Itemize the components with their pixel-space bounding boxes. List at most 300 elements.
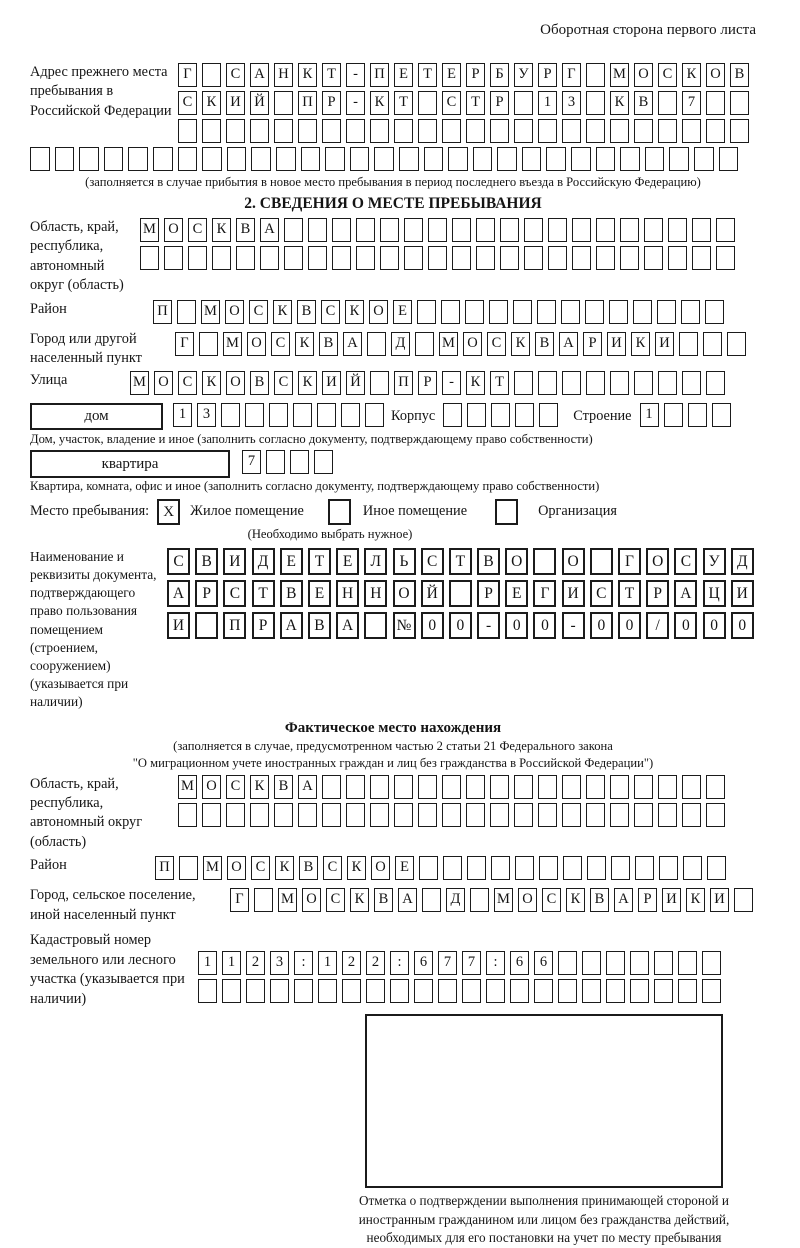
char-box[interactable]: 1	[173, 403, 192, 427]
char-box[interactable]	[346, 775, 365, 799]
char-box[interactable]: Е	[308, 580, 331, 607]
char-box[interactable]	[497, 147, 517, 171]
char-box[interactable]	[298, 803, 317, 827]
char-box[interactable]: П	[155, 856, 174, 880]
char-box[interactable]: В	[250, 371, 269, 395]
char-box[interactable]	[537, 300, 556, 324]
char-box[interactable]: 0	[449, 612, 472, 639]
char-box[interactable]: Й	[421, 580, 444, 607]
char-box[interactable]	[202, 803, 221, 827]
char-box[interactable]	[227, 147, 247, 171]
char-box[interactable]: 7	[242, 450, 261, 474]
char-box[interactable]	[596, 218, 615, 242]
char-box[interactable]: С	[658, 63, 677, 87]
char-box[interactable]	[448, 147, 468, 171]
char-box[interactable]: С	[167, 548, 190, 575]
char-box[interactable]	[610, 775, 629, 799]
char-box[interactable]	[562, 371, 581, 395]
char-box[interactable]	[510, 979, 529, 1003]
char-box[interactable]	[678, 979, 697, 1003]
char-box[interactable]	[606, 951, 625, 975]
char-box[interactable]: 2	[342, 951, 361, 975]
char-box[interactable]	[226, 119, 245, 143]
char-box[interactable]: О	[706, 63, 725, 87]
char-box[interactable]: Р	[490, 91, 509, 115]
char-box[interactable]: П	[370, 63, 389, 87]
char-box[interactable]: Н	[274, 63, 293, 87]
char-box[interactable]	[298, 119, 317, 143]
char-box[interactable]: 3	[270, 951, 289, 975]
house-type-box[interactable]: дом	[30, 403, 163, 430]
char-box[interactable]: В	[274, 775, 293, 799]
char-box[interactable]: К	[511, 332, 530, 356]
char-box[interactable]: С	[442, 91, 461, 115]
char-box[interactable]: 6	[414, 951, 433, 975]
char-box[interactable]	[276, 147, 296, 171]
char-box[interactable]	[462, 979, 481, 1003]
char-box[interactable]	[534, 979, 553, 1003]
char-box[interactable]	[179, 856, 198, 880]
char-box[interactable]: К	[295, 332, 314, 356]
char-box[interactable]	[443, 403, 462, 427]
char-box[interactable]	[634, 803, 653, 827]
char-box[interactable]	[380, 218, 399, 242]
char-box[interactable]: С	[249, 300, 268, 324]
char-box[interactable]: С	[251, 856, 270, 880]
char-box[interactable]: -	[346, 91, 365, 115]
char-box[interactable]: Г	[533, 580, 556, 607]
char-box[interactable]	[490, 803, 509, 827]
char-box[interactable]	[586, 63, 605, 87]
char-box[interactable]: О	[202, 775, 221, 799]
char-box[interactable]: Т	[252, 580, 275, 607]
char-box[interactable]: Д	[252, 548, 275, 575]
char-box[interactable]: Т	[449, 548, 472, 575]
char-box[interactable]: С	[178, 91, 197, 115]
char-box[interactable]	[79, 147, 99, 171]
char-box[interactable]: К	[631, 332, 650, 356]
char-box[interactable]: Т	[418, 63, 437, 87]
char-box[interactable]	[365, 403, 384, 427]
char-box[interactable]	[514, 119, 533, 143]
char-box[interactable]	[572, 246, 591, 270]
char-box[interactable]	[419, 856, 438, 880]
char-box[interactable]	[572, 218, 591, 242]
char-box[interactable]	[202, 63, 221, 87]
char-box[interactable]: 7	[682, 91, 701, 115]
char-box[interactable]	[571, 147, 591, 171]
char-box[interactable]	[394, 803, 413, 827]
char-box[interactable]: К	[686, 888, 705, 912]
char-box[interactable]	[538, 775, 557, 799]
char-box[interactable]	[428, 218, 447, 242]
char-box[interactable]	[630, 979, 649, 1003]
char-box[interactable]	[404, 218, 423, 242]
char-box[interactable]: О	[227, 856, 246, 880]
char-box[interactable]	[681, 300, 700, 324]
char-box[interactable]	[706, 803, 725, 827]
char-box[interactable]	[380, 246, 399, 270]
char-box[interactable]	[438, 979, 457, 1003]
char-box[interactable]	[513, 300, 532, 324]
char-box[interactable]: Е	[442, 63, 461, 87]
char-box[interactable]: Г	[618, 548, 641, 575]
char-box[interactable]	[236, 246, 255, 270]
char-box[interactable]	[644, 246, 663, 270]
char-box[interactable]: Р	[322, 91, 341, 115]
char-box[interactable]	[561, 300, 580, 324]
char-box[interactable]: А	[614, 888, 633, 912]
char-box[interactable]: Е	[393, 300, 412, 324]
char-box[interactable]	[668, 246, 687, 270]
char-box[interactable]: О	[634, 63, 653, 87]
char-box[interactable]	[705, 300, 724, 324]
char-box[interactable]	[609, 300, 628, 324]
char-box[interactable]	[226, 803, 245, 827]
char-box[interactable]: С	[487, 332, 506, 356]
char-box[interactable]	[586, 371, 605, 395]
char-box[interactable]	[515, 856, 534, 880]
char-box[interactable]: М	[278, 888, 297, 912]
char-box[interactable]	[452, 218, 471, 242]
char-box[interactable]	[332, 218, 351, 242]
char-box[interactable]: И	[662, 888, 681, 912]
char-box[interactable]	[548, 246, 567, 270]
char-box[interactable]: К	[298, 63, 317, 87]
char-box[interactable]	[654, 951, 673, 975]
char-box[interactable]: М	[201, 300, 220, 324]
char-box[interactable]: 0	[421, 612, 444, 639]
char-box[interactable]	[346, 119, 365, 143]
char-box[interactable]	[522, 147, 542, 171]
char-box[interactable]	[590, 548, 613, 575]
char-box[interactable]	[370, 775, 389, 799]
char-box[interactable]	[222, 979, 241, 1003]
char-box[interactable]: А	[336, 612, 359, 639]
char-box[interactable]	[491, 856, 510, 880]
char-box[interactable]	[727, 332, 746, 356]
char-box[interactable]	[514, 775, 533, 799]
char-box[interactable]	[245, 403, 264, 427]
char-box[interactable]: С	[421, 548, 444, 575]
char-box[interactable]: В	[319, 332, 338, 356]
char-box[interactable]	[730, 91, 749, 115]
char-box[interactable]: Е	[336, 548, 359, 575]
char-box[interactable]: О	[562, 548, 585, 575]
char-box[interactable]	[620, 246, 639, 270]
char-box[interactable]	[374, 147, 394, 171]
char-box[interactable]	[30, 147, 50, 171]
char-box[interactable]	[587, 856, 606, 880]
char-box[interactable]: П	[394, 371, 413, 395]
char-box[interactable]: С	[590, 580, 613, 607]
char-box[interactable]	[563, 856, 582, 880]
char-box[interactable]: 1	[538, 91, 557, 115]
char-box[interactable]	[332, 246, 351, 270]
char-box[interactable]	[317, 403, 336, 427]
char-box[interactable]	[284, 218, 303, 242]
char-box[interactable]	[399, 147, 419, 171]
char-box[interactable]: С	[271, 332, 290, 356]
char-box[interactable]: С	[321, 300, 340, 324]
char-box[interactable]	[491, 403, 510, 427]
char-box[interactable]	[610, 803, 629, 827]
char-box[interactable]	[390, 979, 409, 1003]
char-box[interactable]	[489, 300, 508, 324]
char-box[interactable]	[370, 119, 389, 143]
char-box[interactable]: К	[682, 63, 701, 87]
char-box[interactable]	[539, 403, 558, 427]
char-box[interactable]: П	[223, 612, 246, 639]
char-box[interactable]	[254, 888, 273, 912]
char-box[interactable]: Е	[505, 580, 528, 607]
char-box[interactable]: 0	[590, 612, 613, 639]
char-box[interactable]: А	[167, 580, 190, 607]
char-box[interactable]: А	[298, 775, 317, 799]
char-box[interactable]	[692, 246, 711, 270]
char-box[interactable]: О	[225, 300, 244, 324]
char-box[interactable]: Д	[391, 332, 410, 356]
char-box[interactable]	[308, 218, 327, 242]
char-box[interactable]	[524, 218, 543, 242]
char-box[interactable]	[467, 403, 486, 427]
char-box[interactable]: О	[247, 332, 266, 356]
char-box[interactable]	[658, 775, 677, 799]
char-box[interactable]	[586, 803, 605, 827]
char-box[interactable]	[500, 246, 519, 270]
char-box[interactable]	[706, 371, 725, 395]
char-box[interactable]: Р	[583, 332, 602, 356]
char-box[interactable]	[712, 403, 731, 427]
char-box[interactable]: :	[486, 951, 505, 975]
char-box[interactable]: А	[343, 332, 362, 356]
char-box[interactable]	[322, 119, 341, 143]
char-box[interactable]	[546, 147, 566, 171]
char-box[interactable]: Г	[175, 332, 194, 356]
char-box[interactable]: О	[369, 300, 388, 324]
char-box[interactable]	[442, 803, 461, 827]
char-box[interactable]	[164, 246, 183, 270]
char-box[interactable]: И	[167, 612, 190, 639]
char-box[interactable]: И	[655, 332, 674, 356]
char-box[interactable]	[465, 300, 484, 324]
char-box[interactable]: 3	[197, 403, 216, 427]
char-box[interactable]: Р	[195, 580, 218, 607]
char-box[interactable]	[562, 775, 581, 799]
char-box[interactable]: 0	[618, 612, 641, 639]
char-box[interactable]	[668, 218, 687, 242]
char-box[interactable]	[734, 888, 753, 912]
char-box[interactable]: И	[322, 371, 341, 395]
char-box[interactable]	[466, 775, 485, 799]
char-box[interactable]	[246, 979, 265, 1003]
char-box[interactable]	[414, 979, 433, 1003]
char-box[interactable]: 1	[222, 951, 241, 975]
char-box[interactable]	[654, 979, 673, 1003]
char-box[interactable]: В	[634, 91, 653, 115]
char-box[interactable]: Н	[336, 580, 359, 607]
char-box[interactable]: К	[273, 300, 292, 324]
char-box[interactable]	[538, 119, 557, 143]
char-box[interactable]: С	[226, 63, 245, 87]
char-box[interactable]: И	[710, 888, 729, 912]
char-box[interactable]	[688, 403, 707, 427]
char-box[interactable]	[582, 951, 601, 975]
char-box[interactable]: 2	[366, 951, 385, 975]
char-box[interactable]: М	[610, 63, 629, 87]
char-box[interactable]	[730, 119, 749, 143]
char-box[interactable]	[104, 147, 124, 171]
char-box[interactable]	[322, 775, 341, 799]
char-box[interactable]	[658, 371, 677, 395]
char-box[interactable]	[476, 218, 495, 242]
char-box[interactable]	[441, 300, 460, 324]
char-box[interactable]: Е	[395, 856, 414, 880]
char-box[interactable]	[417, 300, 436, 324]
char-box[interactable]	[596, 147, 616, 171]
char-box[interactable]	[486, 979, 505, 1003]
char-box[interactable]	[664, 403, 683, 427]
char-box[interactable]	[366, 979, 385, 1003]
char-box[interactable]: М	[439, 332, 458, 356]
char-box[interactable]	[682, 371, 701, 395]
char-box[interactable]	[177, 300, 196, 324]
char-box[interactable]	[221, 403, 240, 427]
char-box[interactable]: К	[566, 888, 585, 912]
char-box[interactable]	[694, 147, 714, 171]
char-box[interactable]	[611, 856, 630, 880]
char-box[interactable]	[596, 246, 615, 270]
char-box[interactable]	[500, 218, 519, 242]
char-box[interactable]: №	[393, 612, 416, 639]
char-box[interactable]	[250, 119, 269, 143]
char-box[interactable]	[274, 119, 293, 143]
char-box[interactable]	[178, 803, 197, 827]
char-box[interactable]: Й	[250, 91, 269, 115]
char-box[interactable]	[582, 979, 601, 1003]
char-box[interactable]: С	[188, 218, 207, 242]
char-box[interactable]	[692, 218, 711, 242]
char-box[interactable]: О	[226, 371, 245, 395]
char-box[interactable]: С	[226, 775, 245, 799]
char-box[interactable]: В	[477, 548, 500, 575]
char-box[interactable]: К	[350, 888, 369, 912]
char-box[interactable]	[202, 147, 222, 171]
char-box[interactable]	[634, 371, 653, 395]
char-box[interactable]: Р	[638, 888, 657, 912]
char-box[interactable]: -	[346, 63, 365, 87]
char-box[interactable]	[716, 246, 735, 270]
char-box[interactable]: Ь	[393, 548, 416, 575]
char-box[interactable]	[466, 803, 485, 827]
char-box[interactable]: К	[202, 371, 221, 395]
char-box[interactable]: Й	[346, 371, 365, 395]
char-box[interactable]: 1	[198, 951, 217, 975]
char-box[interactable]	[394, 119, 413, 143]
char-box[interactable]	[706, 119, 725, 143]
char-box[interactable]: -	[442, 371, 461, 395]
char-box[interactable]: Б	[490, 63, 509, 87]
char-box[interactable]	[367, 332, 386, 356]
char-box[interactable]: Е	[394, 63, 413, 87]
char-box[interactable]	[325, 147, 345, 171]
char-box[interactable]: К	[275, 856, 294, 880]
char-box[interactable]: Т	[394, 91, 413, 115]
char-box[interactable]	[562, 803, 581, 827]
char-box[interactable]: Т	[618, 580, 641, 607]
char-box[interactable]	[442, 775, 461, 799]
char-box[interactable]	[364, 612, 387, 639]
char-box[interactable]	[293, 403, 312, 427]
char-box[interactable]: М	[203, 856, 222, 880]
char-box[interactable]	[418, 775, 437, 799]
char-box[interactable]: П	[153, 300, 172, 324]
char-box[interactable]: О	[393, 580, 416, 607]
char-box[interactable]: У	[514, 63, 533, 87]
char-box[interactable]	[153, 147, 173, 171]
char-box[interactable]: Г	[178, 63, 197, 87]
char-box[interactable]	[178, 147, 198, 171]
char-box[interactable]	[470, 888, 489, 912]
char-box[interactable]	[657, 300, 676, 324]
char-box[interactable]	[356, 246, 375, 270]
char-box[interactable]	[202, 119, 221, 143]
char-box[interactable]	[630, 951, 649, 975]
char-box[interactable]: С	[542, 888, 561, 912]
apartment-type-box[interactable]: квартира	[30, 450, 230, 478]
char-box[interactable]	[449, 580, 472, 607]
char-box[interactable]: К	[370, 91, 389, 115]
char-box[interactable]: А	[674, 580, 697, 607]
char-box[interactable]	[322, 803, 341, 827]
char-box[interactable]: А	[280, 612, 303, 639]
char-box[interactable]: Р	[538, 63, 557, 87]
char-box[interactable]: К	[202, 91, 221, 115]
char-box[interactable]: К	[466, 371, 485, 395]
char-box[interactable]: 0	[674, 612, 697, 639]
char-box[interactable]: Н	[364, 580, 387, 607]
char-box[interactable]	[466, 119, 485, 143]
char-box[interactable]: 2	[246, 951, 265, 975]
char-box[interactable]	[659, 856, 678, 880]
char-box[interactable]: В	[280, 580, 303, 607]
char-box[interactable]	[658, 119, 677, 143]
char-box[interactable]	[290, 450, 309, 474]
char-box[interactable]	[658, 91, 677, 115]
char-box[interactable]: Т	[322, 63, 341, 87]
char-box[interactable]	[269, 403, 288, 427]
char-box[interactable]: 0	[505, 612, 528, 639]
char-box[interactable]: А	[250, 63, 269, 87]
char-box[interactable]: А	[559, 332, 578, 356]
char-box[interactable]: Т	[308, 548, 331, 575]
char-box[interactable]: 6	[510, 951, 529, 975]
char-box[interactable]	[404, 246, 423, 270]
char-box[interactable]: М	[223, 332, 242, 356]
char-box[interactable]: И	[607, 332, 626, 356]
char-box[interactable]: В	[299, 856, 318, 880]
char-box[interactable]	[428, 246, 447, 270]
char-box[interactable]	[294, 979, 313, 1003]
char-box[interactable]	[538, 803, 557, 827]
char-box[interactable]	[682, 775, 701, 799]
char-box[interactable]: 1	[640, 403, 659, 427]
char-box[interactable]	[418, 91, 437, 115]
char-box[interactable]	[635, 856, 654, 880]
char-box[interactable]	[634, 775, 653, 799]
char-box[interactable]	[610, 371, 629, 395]
char-box[interactable]: К	[250, 775, 269, 799]
